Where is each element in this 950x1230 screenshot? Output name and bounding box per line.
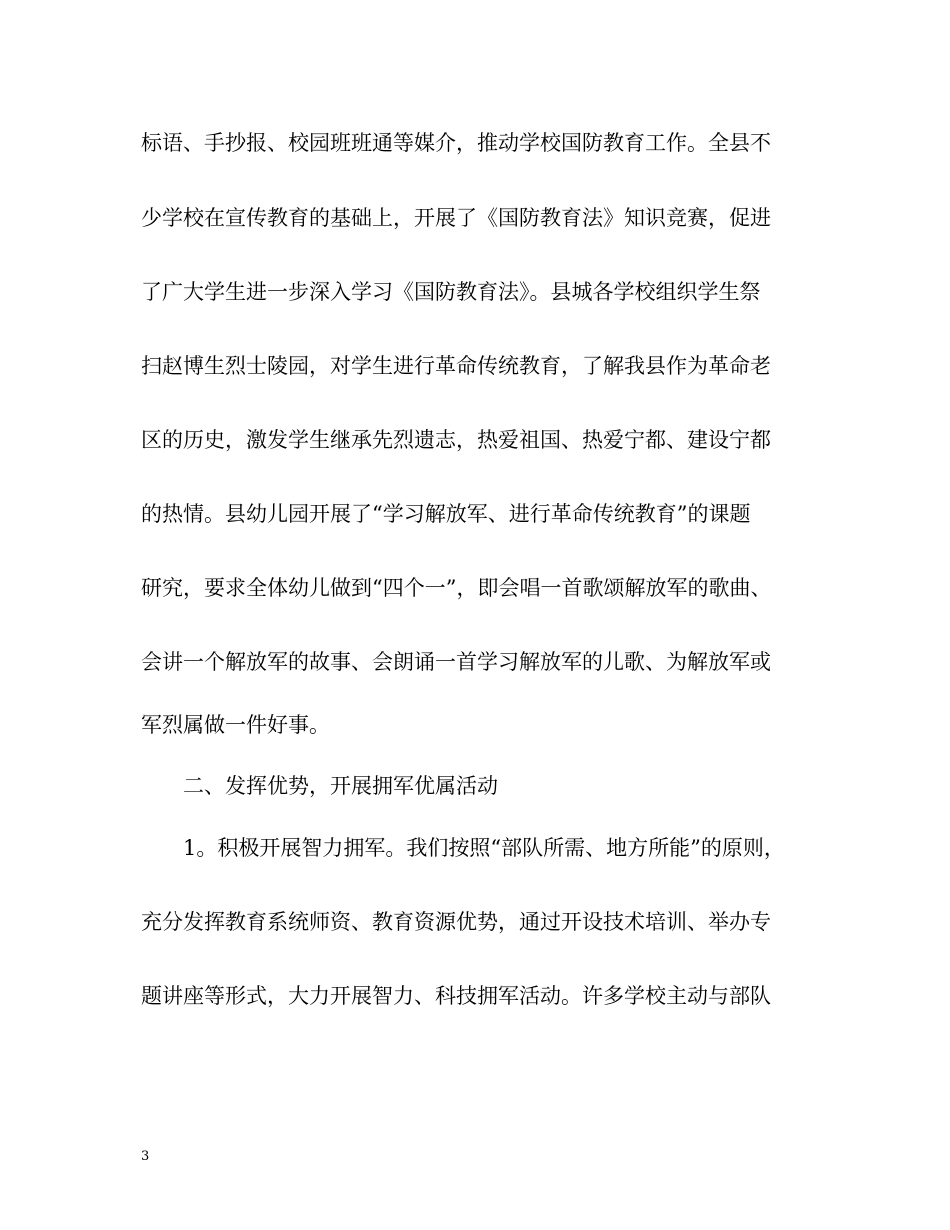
body-line-11: 1。积极开展智力拥军。我们按照“部队所需、地方所能”的原则，: [183, 836, 785, 860]
body-line-6: 的热情。县幼儿园开展了“学习解放军、进行革命传统教育”的课题: [141, 502, 751, 526]
section-heading: 二、发挥优势，开展拥军优属活动: [183, 774, 498, 798]
body-line-7: 研究，要求全体幼儿做到“四个一”，即会唱一首歌颂解放军的歌曲、: [141, 576, 772, 600]
body-line-4: 扫赵博生烈士陵园，对学生进行革命传统教育，了解我县作为革命老: [141, 354, 771, 378]
body-line-9: 军烈属做一件好事。: [141, 713, 330, 737]
body-line-13: 题讲座等形式，大力开展智力、科技拥军活动。许多学校主动与部队: [141, 984, 771, 1008]
body-line-1: 标语、手抄报、校园班班通等媒介，推动学校国防教育工作。全县不: [141, 131, 771, 155]
body-line-2: 少学校在宣传教育的基础上，开展了《国防教育法》知识竞赛，促进: [141, 206, 771, 230]
body-line-3: 了广大学生进一步深入学习《国防教育法》。县城各学校组织学生祭: [141, 280, 761, 304]
body-line-5: 区的历史，激发学生继承先烈遗志，热爱祖国、热爱宁都、建设宁都: [141, 428, 771, 452]
body-line-8: 会讲一个解放军的故事、会朗诵一首学习解放军的儿歌、为解放军或: [141, 650, 771, 674]
body-line-12: 充分发挥教育系统师资、教育资源优势，通过开设技术培训、举办专: [141, 910, 771, 934]
page-number: 3: [141, 1149, 150, 1164]
